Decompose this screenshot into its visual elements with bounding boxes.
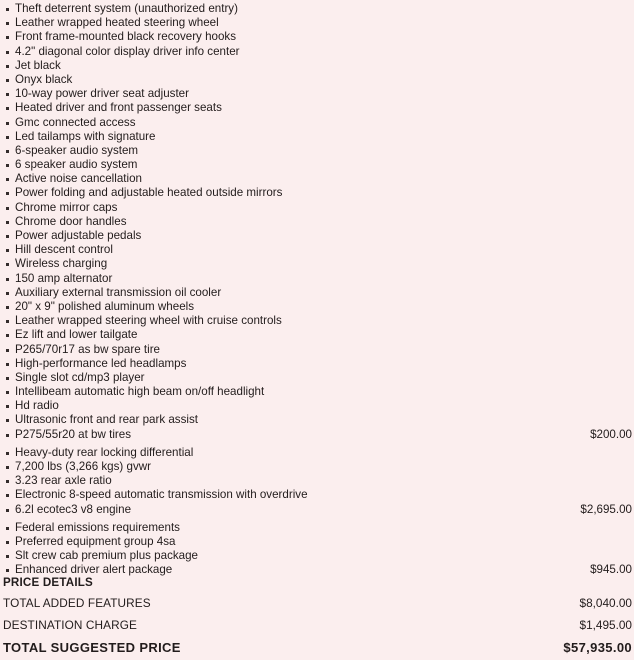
feature-row <box>0 73 634 87</box>
feature-row <box>0 186 634 200</box>
price-details-section <box>0 572 634 658</box>
feature-label: Wireless charging <box>15 257 108 271</box>
total-suggested-price-value: $57,935.00 <box>563 640 632 655</box>
feature-label: Power adjustable pedals <box>15 229 142 242</box>
feature-label: Led tailamps with signature <box>15 129 156 143</box>
total-added-features-value: $8,040.00 <box>579 596 632 610</box>
feature-label: Leather wrapped heated steering wheel <box>15 16 219 30</box>
feature-label: Jet black <box>15 58 61 72</box>
feature-label: 7,200 lbs (3,266 kgs) gvwr <box>15 460 151 473</box>
feature-row <box>0 460 634 474</box>
square-bullet-icon <box>6 22 9 25</box>
square-bullet-icon <box>6 136 9 139</box>
feature-row <box>0 535 634 549</box>
total-suggested-price-label: TOTAL SUGGESTED PRICE <box>3 640 181 655</box>
feature-label: Front frame-mounted black recovery hooks <box>15 30 237 44</box>
square-bullet-icon <box>6 349 9 352</box>
total-added-features-label: TOTAL ADDED FEATURES <box>3 596 151 610</box>
feature-label: Heavy-duty rear locking differential <box>15 445 194 459</box>
square-bullet-icon <box>6 36 9 39</box>
feature-price: $2,695.00 <box>580 502 632 516</box>
feature-label: Enhanced driver alert package <box>15 563 173 577</box>
feature-row <box>0 116 634 130</box>
feature-row <box>0 59 634 73</box>
square-bullet-icon <box>6 320 9 323</box>
feature-row <box>0 428 634 442</box>
feature-label: Chrome door handles <box>15 214 127 228</box>
square-bullet-icon <box>6 221 9 224</box>
feature-row <box>0 446 634 460</box>
feature-row <box>0 474 634 488</box>
feature-row <box>0 385 634 399</box>
feature-row <box>0 243 634 257</box>
square-bullet-icon <box>6 405 9 408</box>
feature-row <box>0 286 634 300</box>
feature-row <box>0 272 634 286</box>
square-bullet-icon <box>6 480 9 483</box>
feature-label: P275/55r20 at bw tires <box>15 427 132 441</box>
feature-label: Gmc connected access <box>15 115 136 129</box>
feature-label: Hill descent control <box>15 243 113 257</box>
square-bullet-icon <box>6 249 9 252</box>
feature-row <box>0 488 634 502</box>
feature-row <box>0 371 634 385</box>
feature-row <box>0 343 634 357</box>
feature-label: Preferred equipment group 4sa <box>15 534 176 548</box>
square-bullet-icon <box>6 363 9 366</box>
price-details-heading-row <box>0 572 634 593</box>
feature-label: Leather wrapped steering wheel with cruise controls <box>15 314 282 328</box>
feature-row <box>0 503 634 517</box>
feature-label: Electronic 8-speed automatic transmission with overdrive <box>15 488 308 502</box>
feature-label: Active noise cancellation <box>15 172 142 186</box>
square-bullet-icon <box>6 192 9 195</box>
feature-label: 3.23 rear axle ratio <box>15 474 112 488</box>
feature-row <box>0 257 634 271</box>
square-bullet-icon <box>6 334 9 337</box>
feature-row <box>0 144 634 158</box>
square-bullet-icon <box>6 434 9 437</box>
feature-label: 10-way power driver seat adjuster <box>15 87 189 101</box>
square-bullet-icon <box>6 65 9 68</box>
square-bullet-icon <box>6 150 9 153</box>
square-bullet-icon <box>6 377 9 380</box>
feature-row <box>0 158 634 172</box>
feature-row <box>0 87 634 101</box>
feature-row <box>0 172 634 186</box>
feature-label: Ez lift and lower tailgate <box>15 328 138 342</box>
feature-row <box>0 413 634 427</box>
feature-label: 6-speaker audio system <box>15 143 139 157</box>
square-bullet-icon <box>6 419 9 422</box>
feature-label: High-performance led headlamps <box>15 356 187 370</box>
total-suggested-price-row <box>0 636 634 658</box>
feature-row <box>0 30 634 44</box>
destination-charge-label: DESTINATION CHARGE <box>3 617 137 632</box>
square-bullet-icon <box>6 452 9 455</box>
feature-label: Ultrasonic front and rear park assist <box>15 413 198 427</box>
feature-row <box>0 549 634 563</box>
feature-label: Heated driver and front passenger seats <box>15 101 222 115</box>
square-bullet-icon <box>6 306 9 309</box>
feature-row <box>0 130 634 144</box>
feature-row <box>0 201 634 215</box>
feature-price: $200.00 <box>590 427 632 441</box>
feature-label: P265/70r17 as bw spare tire <box>15 342 161 356</box>
feature-row <box>0 328 634 342</box>
feature-label: Auxiliary external transmission oil cooler <box>15 285 222 299</box>
square-bullet-icon <box>6 263 9 266</box>
feature-row <box>0 45 634 59</box>
square-bullet-icon <box>6 164 9 167</box>
feature-row <box>0 521 634 535</box>
destination-charge-value: $1,495.00 <box>579 617 632 632</box>
square-bullet-icon <box>6 207 9 210</box>
feature-row <box>0 229 634 243</box>
feature-row <box>0 2 634 16</box>
feature-label: Slt crew cab premium plus package <box>15 549 199 563</box>
feature-label: Intellibeam automatic high beam on/off headlight <box>15 385 265 399</box>
feature-label: Federal emissions requirements <box>15 520 180 534</box>
feature-row <box>0 357 634 371</box>
feature-row <box>0 215 634 229</box>
square-bullet-icon <box>6 555 9 558</box>
square-bullet-icon <box>6 107 9 110</box>
feature-label: 4.2" diagonal color display driver info center <box>15 44 240 58</box>
square-bullet-icon <box>6 178 9 181</box>
square-bullet-icon <box>6 122 9 125</box>
feature-row <box>0 300 634 314</box>
feature-label: Power folding and adjustable heated outside mirrors <box>15 186 283 200</box>
square-bullet-icon <box>6 509 9 512</box>
square-bullet-icon <box>6 527 9 530</box>
square-bullet-icon <box>6 541 9 544</box>
total-added-features-row <box>0 593 634 615</box>
feature-row <box>0 16 634 30</box>
square-bullet-icon <box>6 8 9 11</box>
square-bullet-icon <box>6 466 9 469</box>
square-bullet-icon <box>6 235 9 238</box>
feature-label: Hd radio <box>15 399 59 413</box>
feature-label: 6 speaker audio system <box>15 158 138 172</box>
square-bullet-icon <box>6 391 9 394</box>
feature-label: Theft deterrent system (unauthorized entry) <box>15 2 238 15</box>
feature-price: $945.00 <box>590 563 632 577</box>
feature-row <box>0 399 634 413</box>
feature-label: Onyx black <box>15 72 73 86</box>
price-details-heading-label: PRICE DETAILS <box>3 576 93 589</box>
feature-label: 150 amp alternator <box>15 271 113 285</box>
feature-label: Single slot cd/mp3 player <box>15 370 145 384</box>
square-bullet-icon <box>6 494 9 497</box>
feature-row <box>0 314 634 328</box>
feature-label: 20" x 9" polished aluminum wheels <box>15 299 195 313</box>
square-bullet-icon <box>6 79 9 82</box>
square-bullet-icon <box>6 278 9 281</box>
square-bullet-icon <box>6 51 9 54</box>
destination-charge-row <box>0 615 634 637</box>
feature-row <box>0 101 634 115</box>
feature-label: Chrome mirror caps <box>15 200 118 214</box>
feature-label: 6.2l ecotec3 v8 engine <box>15 502 132 516</box>
square-bullet-icon <box>6 292 9 295</box>
square-bullet-icon <box>6 93 9 96</box>
